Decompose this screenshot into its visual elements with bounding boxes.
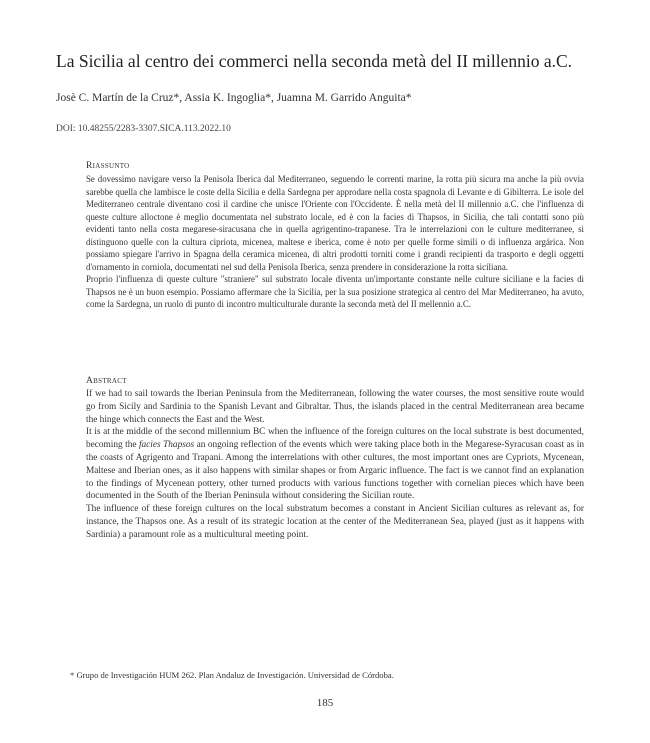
riassunto-section <box>86 160 584 311</box>
footnote: * Grupo de Investigación HUM 262. Plan Andaluz de Investigación. Universidad de Córdoba. <box>70 670 394 680</box>
abstract-paragraph-2 <box>86 426 584 503</box>
doi-line: DOI: 10.48255/2283-3307.SICA.113.2022.10 <box>56 124 231 134</box>
riassunto-heading: Riassunto <box>86 161 130 171</box>
abstract-heading: Abstract <box>86 376 127 386</box>
facies-thapsos-italic: facies Thapsos <box>138 440 195 451</box>
abstract-p2-text-a: It is at the middle of the second millennium BC when the influence of the foreign cultures on the local substrate is best documented, becoming the <box>86 427 584 451</box>
abstract-p2-text-b: an ongoing reflection of the events which were taking place both in the Megarese-Syracusan coast as in the coasts of Agrigento and Trapani. Among the interrelations with other cultures, the most important ones are Cypriots, Mycenean, Maltese and Iberian ones, as it also happens with similar shapes or from Argaric influence. The fact is we cannot find an explanation to the findings of Mycenean pottery, other turned products with various functions together with cornelian pieces which have been documented in the South of the Iberian Peninsula without considering the Sicilian route. <box>86 440 584 502</box>
authors-line: Josè C. Martín de la Cruz*, Assia K. Ingoglia*, Juamna M. Garrido Anguita* <box>56 92 412 104</box>
riassunto-paragraph-1: Se dovessimo navigare verso la Penisola Iberica dal Mediterraneo, seguendo le correnti marine, la rotta più sicura ma anche la più ovvia sarebbe quella che lambisce le coste della Sicilia e della Sardegna per approdare nella costa spagnola di Levante e di Gibilterra. Le isole del Mediterraneo centrale diventano così il cardine che unisce l'Oriente con l'Occidente. È nella metà del II millennio a.C. che l'influenza di queste culture alloctone è meglio documentata nel substrato locale, ed è con la facies di Thapsos, in Sicilia, che tali contatti sono più evidenti tanto nella costa megarese-siracusana che in quella agrigentino-trapanese. Tra le interrelazioni con le culture mediterranee, si distinguono quelle con la cultura cipriota, micenea, maltese e iberica, come è noto per quelle forme simili o di influenza argárica. Non possiamo spiegare l'arrivo in Spagna della ceramica micenea, di altri prodotti torniti come i grandi recipienti da trasporto e degli oggetti d'ornamento in corniola, documentati nel sud della Penisola Iberica, senza prendere in considerazione la rotta siciliana. <box>86 174 584 272</box>
riassunto-paragraph-2: Proprio l'influenza di queste culture "straniere" sul substrato locale diventa un'importante constante nelle culture siciliane e la facies di Thapsos ne è un buon esempio. Possiamo affermare che la Sicilia, per la sua posizione strategica al centro del Mar Mediterraneo, ha avuto, come la Sardegna, un ruolo di punto di incontro multiculturale durante la seconda metà del II mellennio a.C. <box>86 274 584 309</box>
abstract-section <box>86 375 584 542</box>
page-number: 185 <box>316 697 334 709</box>
abstract-paragraph-3: The influence of these foreign cultures on the local substratum becomes a constant in Ancient Sicilian cultures as relevant as, for instance, the Thapsos one. As a result of its strategic location at the center of the Mediterranean Sea, played (just as it happens with Sardinia) a paramount role as a multicultural meeting point. <box>86 504 584 540</box>
article-title: La Sicilia al centro dei commerci nella seconda metà del II millennio a.C. <box>56 51 573 71</box>
abstract-paragraph-1: If we had to sail towards the Iberian Peninsula from the Mediterranean, following the water courses, the most sensitive route would go from Sicily and Sardinia to the Spanish Levant and Gibraltar. Thus, the islands placed in the central Mediterranean area became the hinge which connects the East and the West. <box>86 389 584 425</box>
